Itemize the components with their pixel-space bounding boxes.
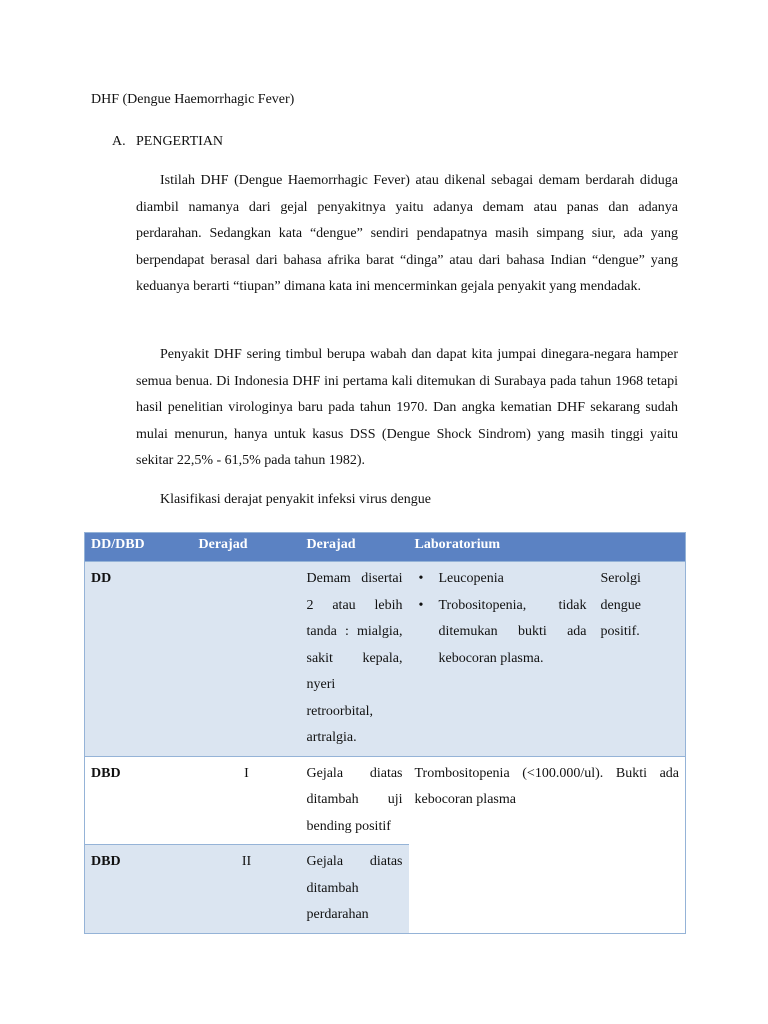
cell-symptoms: Gejala diatas ditambah uji bending positif xyxy=(301,756,409,845)
section-label: PENGERTIAN xyxy=(136,134,224,149)
classification-table xyxy=(84,532,686,934)
table-row xyxy=(85,756,686,845)
section-number: A. xyxy=(112,134,126,149)
paragraph-definition: Istilah DHF (Dengue Haemorrhagic Fever) atau dikenal sebagai demam berdarah diduga diambil namanya dari gejal penyakitnya yaitu adanya demam atau panas dan adanya perdarahan. Sedangkan kata “dengue” sendiri pendapatnya masih simpang siur, ada yang berpendapat berasal dari bahasa afrika barat “dinga” atau dari bahasa Indian “dengue” yang keduanya berarti “tiupan” dimana kata ini mencerminkan gejala penyakit yang mendadak. xyxy=(136,173,678,294)
cell-symptoms: Gejala diatas ditambah perdarahan xyxy=(301,845,409,934)
table-header-row xyxy=(85,533,686,562)
header-laboratorium: Laboratorium xyxy=(409,533,686,562)
table-caption: Klasifikasi derajat penyakit infeksi virus dengue xyxy=(160,492,431,507)
lab-list xyxy=(415,566,587,672)
cell-grade: II xyxy=(193,845,301,934)
lab-note: Serolgi dengue positif. xyxy=(600,571,641,639)
paragraph-history: Penyakit DHF sering timbul berupa wabah dan dapat kita jumpai dinegara-negara hamper semua benua. Di Indonesia DHF ini pertama kali ditemukan di Surabaya pada tahun 1968 tetapi hasil penelitian virologinya baru pada tahun 1970. Dan angka kematian DHF sekarang sudah mulai menurun, hanya untuk kasus DSS (Dengue Shock Sindrom) yang masih tinggi yaitu sekitar 22,5% - 61,5% pada tahun 1982). xyxy=(136,347,678,468)
cell-type: DBD xyxy=(85,845,193,934)
cell-symptoms: Demam disertai 2 atau lebih tanda : mialgia, sakit kepala, nyeri retroorbital, artralgia. xyxy=(301,562,409,757)
header-dd-dbd: DD/DBD xyxy=(85,533,193,562)
cell-grade: I xyxy=(193,756,301,845)
header-derajad: Derajad xyxy=(193,533,301,562)
document-title: DHF (Dengue Haemorrhagic Fever) xyxy=(91,92,295,107)
cell-grade xyxy=(193,562,301,757)
list-item: • Leucopenia xyxy=(415,566,587,593)
list-item: • Trobositopenia, tidak ditemukan bukti ada kebocoran plasma. xyxy=(415,593,587,673)
table-row xyxy=(85,562,686,757)
section-heading xyxy=(112,134,223,150)
bullet-icon: • xyxy=(418,597,424,613)
cell-type: DD xyxy=(85,562,193,757)
cell-lab: Trombositopenia (<100.000/ul). Bukti ada kebocoran plasma xyxy=(409,756,686,933)
bullet-icon: • xyxy=(418,571,424,586)
header-derajad-symptoms: Derajad xyxy=(301,533,409,562)
cell-type: DBD xyxy=(85,756,193,845)
cell-lab xyxy=(409,562,686,757)
